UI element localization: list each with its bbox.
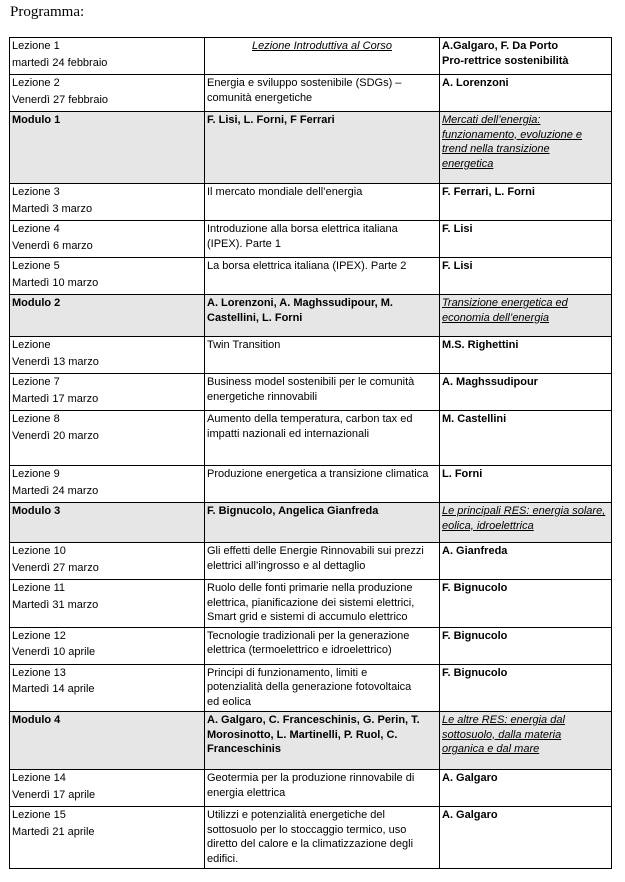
lesson-name-cell (10, 258, 205, 295)
lesson-topic: Introduzione alla borsa elettrica italiana (IPEX). Parte 1 (207, 223, 398, 250)
lesson-teacher: A. Lorenzoni (442, 77, 509, 89)
lesson-name-cell (10, 664, 205, 712)
lesson-date: Martedì 10 marzo (12, 276, 99, 289)
lesson-name-cell (10, 221, 205, 258)
lesson-row (10, 627, 612, 664)
module-row (10, 503, 612, 543)
lesson-topic-cell (205, 221, 440, 258)
lesson-date: Venerdì 20 marzo (12, 429, 99, 442)
lesson-date: martedì 24 febbraio (12, 56, 108, 69)
lesson-name-cell (10, 580, 205, 628)
lesson-teacher-cell (440, 75, 612, 112)
lesson-date: Venerdì 17 aprile (12, 788, 96, 801)
lesson-teacher-cell (440, 466, 612, 503)
lesson-date: Venerdì 27 marzo (12, 561, 99, 574)
lesson-teacher: A. Gianfreda (442, 545, 508, 557)
lesson-topic: Aumento della temperatura, carbon tax ed impatti nazionali ed internazionali (207, 413, 413, 440)
lesson-teacher-cell (440, 337, 612, 374)
lesson-teacher: F. Lisi (442, 223, 473, 235)
lesson-name: Lezione 7 (12, 376, 60, 388)
lesson-date: Martedì 14 aprile (12, 683, 95, 695)
lesson-row (10, 770, 612, 807)
lesson-teacher: A. Galgaro (442, 772, 498, 784)
lesson-teacher: F. Lisi (442, 260, 473, 272)
lesson-row (10, 184, 612, 221)
lesson-row (10, 221, 612, 258)
lesson-name: Lezione 10 (12, 545, 66, 557)
lesson-name: Lezione 3 (12, 186, 60, 198)
lesson-teacher: F. Ferrari, L. Forni (442, 186, 535, 198)
module-name-cell (10, 712, 205, 770)
module-topic-cell (440, 295, 612, 337)
lesson-name: Lezione 8 (12, 413, 60, 425)
lesson-teacher: A.Galgaro, F. Da Porto Pro-rettrice sostenibilità (442, 40, 569, 67)
module-teachers: A. Lorenzoni, A. Maghssudipour, M. Castellini, L. Forni (207, 297, 393, 324)
lesson-topic: La borsa elettrica italiana (IPEX). Parte 2 (207, 260, 407, 272)
lesson-row (10, 411, 612, 466)
lesson-name: Lezione 2 (12, 77, 60, 89)
module-topic-cell (440, 503, 612, 543)
lesson-date: Martedì 3 marzo (12, 202, 93, 215)
lesson-topic: Utilizzi e potenzialità energetiche del sottosuolo per lo stoccaggio termico, uso diretto del calore e la climatizzazione degli edifici. (207, 809, 414, 865)
lesson-date: Venerdì 13 marzo (12, 355, 99, 368)
module-name: Modulo 3 (12, 505, 61, 517)
lesson-topic: Lezione Introduttiva al Corso (251, 40, 393, 52)
module-name-cell (10, 112, 205, 184)
module-teachers-cell (205, 503, 440, 543)
lesson-row (10, 337, 612, 374)
lesson-name-cell (10, 543, 205, 580)
lesson-teacher: F. Bignucolo (442, 666, 508, 679)
module-name-cell (10, 503, 205, 543)
lesson-topic-cell (205, 466, 440, 503)
lesson-name-cell (10, 627, 205, 664)
lesson-name: Lezione 9 (12, 468, 60, 480)
lesson-teacher: F. Bignucolo (442, 629, 508, 642)
lesson-name-cell (10, 374, 205, 411)
lesson-teacher-cell (440, 770, 612, 807)
lesson-topic-cell (205, 664, 440, 712)
module-topic-cell (440, 112, 612, 184)
lesson-row (10, 374, 612, 411)
lesson-row (10, 75, 612, 112)
lesson-name: Lezione 11 (12, 582, 66, 594)
lesson-topic: Business model sostenibili per le comunità energetiche rinnovabili (207, 376, 415, 403)
module-topic: Le principali RES: energia solare, eolica, idroelettrica (442, 505, 606, 532)
lesson-name-cell (10, 466, 205, 503)
lesson-topic: Twin Transition (207, 339, 281, 351)
lesson-teacher-cell (440, 627, 612, 664)
lesson-date: Martedì 17 marzo (12, 392, 99, 405)
lesson-date: Martedì 24 marzo (12, 484, 99, 497)
lesson-teacher: A. Maghssudipour (442, 376, 538, 388)
lesson-topic-cell (205, 627, 440, 664)
module-row (10, 112, 612, 184)
program-table-body (10, 38, 612, 869)
lesson-topic: Ruolo delle fonti primarie nella produzione elettrica, pianificazione dei sistemi elettrici, Smart grid e sistemi di accumulo elettrico (207, 582, 415, 623)
lesson-row (10, 807, 612, 869)
lesson-topic-cell (205, 184, 440, 221)
lesson-row (10, 580, 612, 628)
lesson-row (10, 258, 612, 295)
lesson-teacher-cell (440, 184, 612, 221)
lesson-date: Venerdì 10 aprile (12, 646, 96, 658)
lesson-row (10, 38, 612, 75)
lesson-topic-cell (205, 807, 440, 869)
lesson-name: Lezione 4 (12, 223, 60, 235)
module-teachers-cell (205, 295, 440, 337)
lesson-teacher-cell (440, 38, 612, 75)
lesson-name-cell (10, 337, 205, 374)
lesson-name-cell (10, 770, 205, 807)
lesson-teacher: F. Bignucolo (442, 582, 508, 594)
lesson-name-cell (10, 807, 205, 869)
module-name: Modulo 2 (12, 297, 61, 309)
lesson-topic-cell (205, 38, 440, 75)
lesson-topic-cell (205, 374, 440, 411)
lesson-topic: Energia e sviluppo sostenibile (SDGs) – comunità energetiche (207, 77, 402, 104)
lesson-name: Lezione 5 (12, 260, 60, 272)
lesson-name-cell (10, 38, 205, 75)
lesson-name: Lezione 12 (12, 629, 66, 642)
lesson-topic: Produzione energetica a transizione climatica (207, 468, 429, 480)
lesson-teacher-cell (440, 221, 612, 258)
lesson-date: Venerdì 6 marzo (12, 239, 93, 252)
lesson-name: Lezione 14 (12, 772, 66, 784)
lesson-name: Lezione 15 (12, 809, 66, 821)
lesson-date: Venerdì 27 febbraio (12, 93, 109, 106)
lesson-topic: Principi di funzionamento, limiti e potenzialità della generazione fotovoltaica ed eolica (207, 666, 412, 708)
lesson-topic: Tecnologie tradizionali per la generazione elettrica (termoelettrico e idroelettrico) (207, 629, 410, 656)
lesson-topic-cell (205, 258, 440, 295)
lesson-row (10, 543, 612, 580)
module-topic: Mercati dell’energia: funzionamento, evoluzione e trend nella transizione energetica (442, 114, 583, 170)
lesson-name-cell (10, 184, 205, 221)
lesson-teacher-cell (440, 411, 612, 466)
lesson-row (10, 664, 612, 712)
module-row (10, 295, 612, 337)
lesson-topic: Geotermia per la produzione rinnovabile di energia elettrica (207, 772, 415, 799)
module-teachers: F. Bignucolo, Angelica Gianfreda (207, 505, 379, 517)
module-name-cell (10, 295, 205, 337)
lesson-name: Lezione 1 (12, 40, 60, 52)
lesson-teacher: L. Forni (442, 468, 483, 480)
lesson-name-cell (10, 75, 205, 112)
lesson-teacher-cell (440, 580, 612, 628)
page-heading: Programma: (10, 4, 85, 20)
lesson-topic-cell (205, 543, 440, 580)
lesson-topic-cell (205, 770, 440, 807)
module-row (10, 712, 612, 770)
lesson-topic-cell (205, 337, 440, 374)
lesson-topic-cell (205, 580, 440, 628)
module-teachers: A. Galgaro, C. Franceschinis, G. Perin, T. Morosinotto, L. Martinelli, P. Ruol, C. Franceschinis (207, 714, 420, 755)
lesson-name-cell (10, 411, 205, 466)
module-topic: Le altre RES: energia dal sottosuolo, dalla materia organica e dal mare (442, 714, 565, 755)
lesson-name: Lezione 13 (12, 666, 66, 679)
lesson-name: Lezione (12, 339, 51, 351)
lesson-topic-cell (205, 75, 440, 112)
lesson-row (10, 466, 612, 503)
lesson-date: Martedì 31 marzo (12, 598, 99, 611)
module-teachers-cell (205, 112, 440, 184)
lesson-teacher-cell (440, 374, 612, 411)
lesson-teacher-cell (440, 664, 612, 712)
program-table (9, 37, 612, 869)
module-topic-cell (440, 712, 612, 770)
lesson-teacher-cell (440, 543, 612, 580)
module-topic: Transizione energetica ed economia dell’energia (442, 297, 568, 324)
lesson-teacher-cell (440, 807, 612, 869)
module-teachers-cell (205, 712, 440, 770)
module-name: Modulo 1 (12, 114, 61, 126)
lesson-date: Martedì 21 aprile (12, 825, 95, 838)
lesson-topic: Gli effetti delle Energie Rinnovabili sui prezzi elettrici all’ingrosso e al dettaglio (207, 545, 424, 572)
lesson-teacher: A. Galgaro (442, 809, 498, 821)
lesson-topic-cell (205, 411, 440, 466)
lesson-teacher: M. Castellini (442, 413, 507, 425)
lesson-teacher-cell (440, 258, 612, 295)
lesson-teacher: M.S. Righettini (442, 339, 519, 351)
lesson-topic: Il mercato mondiale dell’energia (207, 186, 363, 198)
module-name: Modulo 4 (12, 714, 61, 726)
module-teachers: F. Lisi, L. Forni, F Ferrari (207, 114, 335, 126)
